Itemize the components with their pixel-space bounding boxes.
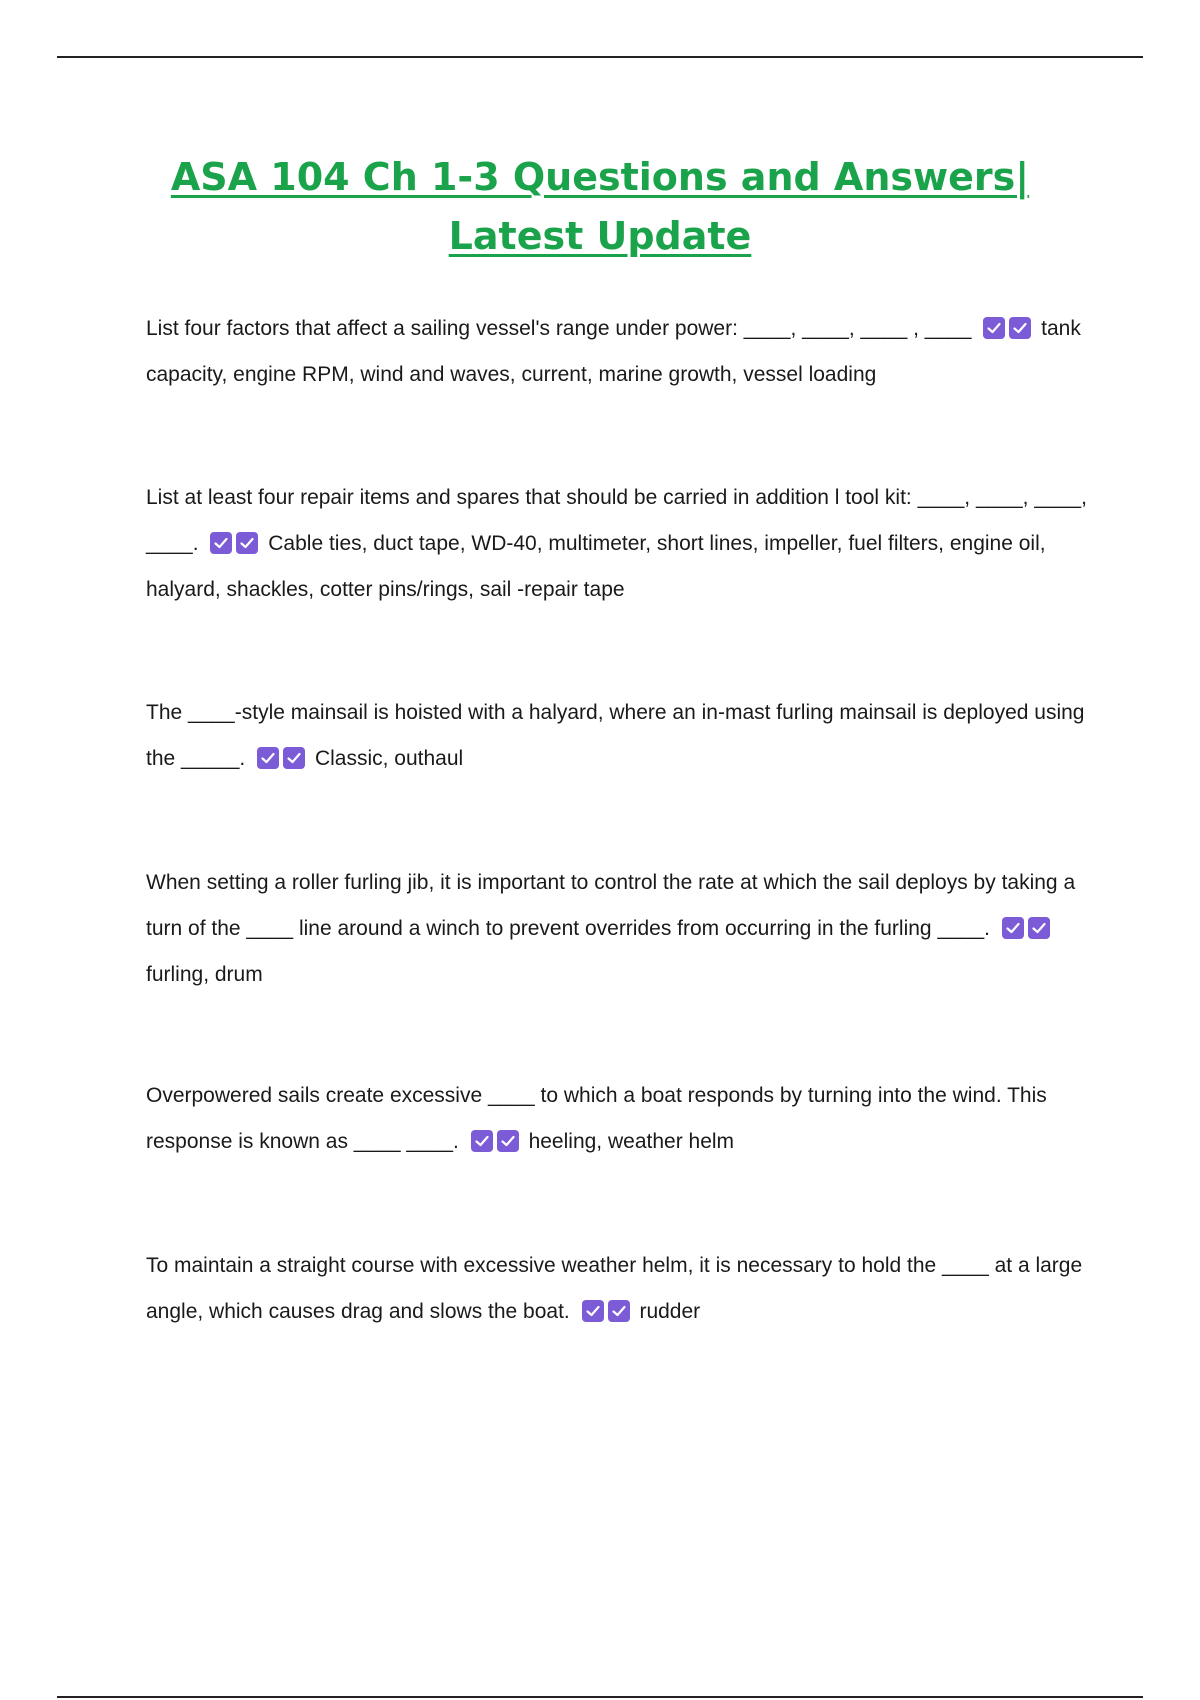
answer-text: Classic, outhaul [314,747,464,770]
checkbox-checked-icon [471,1130,493,1152]
checkbox-checked-icon [608,1300,630,1322]
checkbox-checked-icon [283,747,305,769]
qa-item-5 [146,1073,1096,1165]
checkbox-checked-icon [983,317,1005,339]
answer-text: Cable ties, duct tape, WD-40, multimeter, short lines, impeller, fuel filters, engine oil, halyard, shackles, cotter pins/rings, sail -repair tape [146,532,1052,601]
qa-item-4 [146,860,1096,998]
question-text: The ____-style mainsail is hoisted with a halyard, where an in-mast furling mainsail is deployed using the _____. [146,701,1091,770]
checkbox-checked-icon [1002,917,1024,939]
question-text: List four factors that affect a sailing vessel's range under power: ____, ____, ____ , ____ [146,317,972,340]
top-rule [57,56,1143,58]
qa-item-6 [146,1243,1096,1335]
document-title: ASA 104 Ch 1-3 Questions and Answers| Latest Update [170,155,1030,258]
checkbox-checked-icon [1028,917,1050,939]
qa-item-3 [146,690,1096,782]
answer-text: rudder [639,1300,701,1323]
qa-item-1 [146,306,1096,398]
answer-text: heeling, weather helm [528,1130,735,1153]
question-text: List at least four repair items and spares that should be carried in addition l tool kit: ____, ____, ____, ____. [146,486,1093,555]
question-text: To maintain a straight course with excessive weather helm, it is necessary to hold the ____ at a large angle, which causes drag and slows the boat. [146,1254,1088,1323]
question-text: Overpowered sails create excessive ____ to which a boat responds by turning into the wind. This response is known as ____ ____. [146,1084,1053,1153]
checkbox-checked-icon [210,532,232,554]
question-text: When setting a roller furling jib, it is important to control the rate at which the sail deploys by taking a turn of the ____ line around a winch to prevent overrides from occurring in the furling ____. [146,871,1081,940]
answer-text: furling, drum [146,963,263,986]
bottom-rule [57,1696,1143,1698]
checkbox-checked-icon [497,1130,519,1152]
checkbox-checked-icon [1009,317,1031,339]
answer-text: tank capacity, engine RPM, wind and waves, current, marine growth, vessel loading [146,317,1087,386]
checkbox-checked-icon [236,532,258,554]
checkbox-checked-icon [582,1300,604,1322]
qa-item-2 [146,475,1096,613]
checkbox-checked-icon [257,747,279,769]
